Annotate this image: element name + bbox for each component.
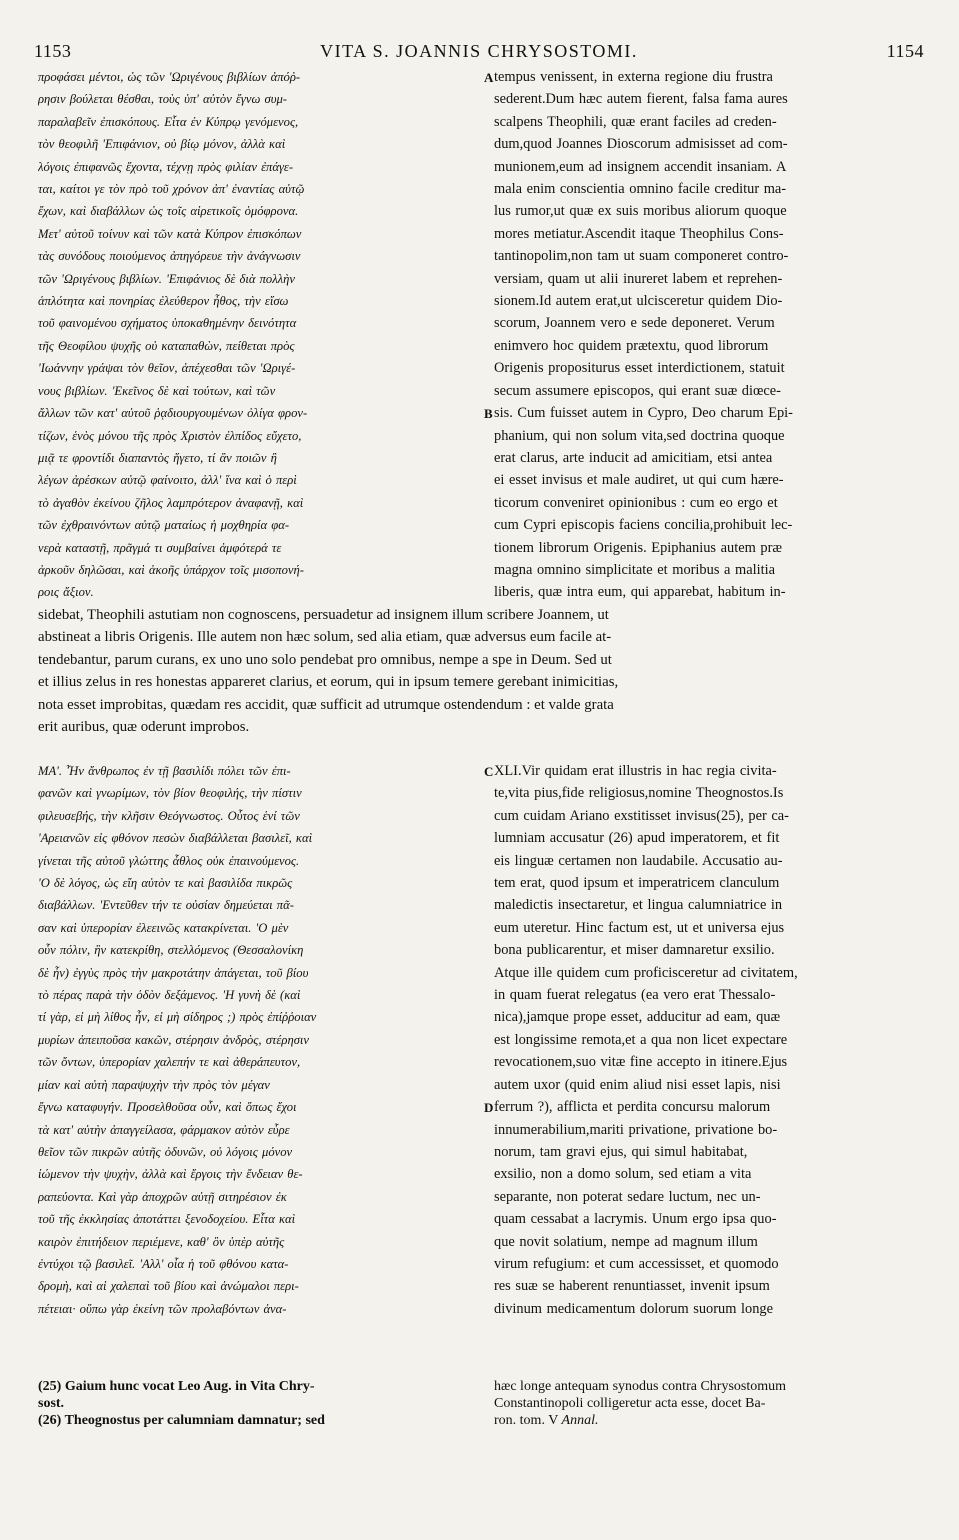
- latin-text-line: innumerabilium,mariti privatione, privatione bo-: [494, 1121, 778, 1138]
- latin-text-line: munionem,eum ad insignem accendit insaniam. A: [494, 158, 787, 175]
- greek-text-line: μιᾷ τε φροντίδι διαπαντὸς ἥγετο, τί ἂν ποιῶν ἢ: [38, 450, 277, 465]
- latin-text-line: mores metiatur.Ascendit itaque Theophilus Cons-: [494, 225, 784, 242]
- greek-text-line: ἰώμενον τὴν ψυχὴν, ἀλλὰ καὶ ἔργοις τὴν ἔνδειαν θε-: [38, 1167, 303, 1182]
- greek-text-line: τὰς συνόδους ποιούμενος ἀπηγόρευε τὴν ἀνάγνωσιν: [38, 249, 301, 264]
- greek-text-line: τῶν ὄντων, ὑπερορίαν χαλεπήν τε καὶ ἀθεράπευτον,: [38, 1055, 301, 1070]
- latin-text-line: XLI.Vir quidam erat illustris in hac regia civita-: [494, 763, 777, 779]
- latin-text-line: scalpens Theophili, quæ erant faciles ad creden-: [494, 113, 777, 130]
- greek-text-line: 'Αρειανῶν εἰς φθόνον πεσὼν διαβάλλεται βασιλεῖ, καὶ: [38, 831, 313, 846]
- latin-text-line: sis. Cum fuisset autem in Cypro, Deo charum Epi-: [494, 405, 793, 422]
- latin-text-line: enimvero hoc quidem prætextu, quod librorum: [494, 337, 769, 354]
- page-number-right: 1154: [886, 40, 924, 61]
- greek-text-line: παραλαβεῖν ἐπισκόπους. Εἶτα ἐν Κύπρῳ γενόμενος,: [38, 114, 299, 129]
- full-width-latin-paragraph: [38, 604, 924, 738]
- latin-text-line: tem erat, quod ipsum et imperatricem clanculum: [494, 875, 780, 892]
- greek-text-line: 'Ο δὲ λόγος, ὡς εἴη αὐτὸν τε καὶ βασιλίδα πικρῶς: [38, 876, 293, 891]
- footnote-italic-reference: Annal.: [558, 1413, 599, 1428]
- latin-text-line: in quam fuerat relegatus (ea vero erat Thessalo-: [494, 987, 776, 1004]
- latin-text-line: lus rumor,ut quæ ex suis moribus aliorum quoque: [494, 203, 787, 220]
- latin-text-line: nota esset improbitas, quædam res accidit, quæ sufficit ad utrumque ostendendum : et valde grata: [38, 696, 614, 713]
- footnote-line: sost.: [38, 1396, 65, 1411]
- latin-text-line: te,vita pius,fide religiosus,nomine Theognostos.Is: [494, 785, 784, 802]
- running-header: [34, 36, 924, 66]
- latin-text-line: maledictis insectaretur, et lingua calumniatrice in: [494, 897, 783, 914]
- latin-text-line: secum assumere episcopos, qui erant suæ diœce-: [494, 382, 781, 399]
- latin-text-line: ei esset invisus et male audiret, ut qui cum hære-: [494, 472, 784, 489]
- latin-text-line: que novit solatium, nempe ad magnum illum: [494, 1233, 758, 1250]
- footnote-line: Constantinopoli colligeretur acta esse, docet Ba-: [494, 1396, 766, 1411]
- latin-text-line: cum cuidam Ariano exstitisset invisus(25), per ca-: [494, 807, 789, 824]
- running-title: VITA S. JOANNIS CHRYSOSTOMI.: [320, 40, 638, 61]
- margin-marker-d: D: [484, 1100, 494, 1115]
- footnotes-right: [494, 1378, 924, 1429]
- greek-text-line: φιλευσεβής, τὴν κλῆσιν Θεόγνωστος. Οὗτος ἑνί τῶν: [38, 808, 300, 823]
- latin-text-line: scorum, Joannem vero e sede deponeret. Verum: [494, 315, 775, 332]
- greek-text-line: σαν καὶ ὑπερορίαν ἐλεεινῶς κατακρίνεται. 'Ο μὲν: [38, 920, 289, 935]
- latin-text-line: mala enim conscientia omnino facile creditur ma-: [494, 181, 787, 198]
- margin-marker-a: A: [484, 70, 494, 85]
- latin-column-section-2: [494, 760, 924, 1320]
- greek-text-line: τὰ κατ' αὐτὴν ἀπαγγείλασα, φάρμακον αὐτὸν εὗρε: [38, 1122, 290, 1137]
- footnotes-left: [38, 1378, 488, 1429]
- latin-text-line: virum refugium: et cum accessisset, et quomodo: [494, 1255, 779, 1272]
- greek-text-line: ται, καίτοι γε τὸν πρὸ τοῦ χρόνον ἀπ' ἐναντίας αὐτῷ: [38, 182, 305, 197]
- latin-text-line: versiam, quam ut alii inureret labem et reprehen-: [494, 270, 783, 287]
- latin-text-line: liberis, quæ intra eum, qui apparebat, habitum in-: [494, 584, 786, 601]
- latin-text-line: res suæ se haberent renuntiasset, invenit ipsum: [494, 1278, 770, 1295]
- latin-text-line: revocationem,suo vitæ fine accepto in itinere.Ejus: [494, 1054, 788, 1071]
- greek-text-line: φανῶν καὶ γνωρίμων, τὸν βίον θεοφιλής, τὴν πίστιν: [38, 786, 302, 801]
- footnote-line: (25) Gaium hunc vocat Leo Aug. in Vita Chry-: [38, 1379, 315, 1394]
- greek-column-section-2: [38, 760, 488, 1320]
- latin-text-line: phanium, qui non solum vita,sed doctrina quoque: [494, 427, 785, 444]
- greek-text-line: ρησιν βούλεται θέσθαι, τοὺς ὑπ' αὐτὸν ἔγνω συμ-: [38, 92, 287, 107]
- latin-text-line: tempus venissent, in externa regione diu frustra: [494, 69, 773, 85]
- greek-text-line: τίζων, ἑνὸς μόνου τῆς πρὸς Χριστὸν ἐλπίδος εὔχετο,: [38, 428, 302, 443]
- greek-text-line: προφάσει μέντοι, ὡς τῶν 'Ωριγένους βιβλίων ἀπόῤ-: [38, 70, 301, 84]
- latin-text-line: est longissime remota,et a qua non licet expectare: [494, 1031, 788, 1048]
- latin-text-line: separante, non poterat sedare luctum, nec un-: [494, 1188, 761, 1205]
- greek-text-line: τί γὰρ, εἰ μὴ λίθος ἦν, εἰ μὴ σίδηρος ;) πρὸς ἐπίῤῥοιαν: [38, 1010, 317, 1025]
- latin-text-line: norum, tam gravi ejus, qui simul habitabat,: [494, 1143, 748, 1160]
- greek-text-line: τῶν ἐχθραινόντων αὐτῷ ματαίως ἡ μοχθηρία φα-: [38, 518, 290, 533]
- latin-text-line: sederent.Dum hæc autem fierent, falsa fama aures: [494, 91, 788, 108]
- latin-text-line: bona publicarentur, et miser damnaretur exsilio.: [494, 942, 775, 959]
- greek-text-line: ΜΑ'. Ἦν ἄνθρωπος ἐν τῇ βασιλίδι πόλει τῶν ἐπι-: [38, 764, 291, 778]
- greek-text-line: λέγων ἀρέσκων αὐτῷ φαίνοιτο, ἀλλ' ἵνα καὶ ὁ περὶ: [38, 473, 297, 488]
- margin-marker-b: B: [484, 406, 493, 421]
- latin-text-line: cum Cypri episcopis faciens concilia,prohibuit lec-: [494, 517, 793, 534]
- latin-text-line: ticorum conveniret opinionibus : cum eo ergo et: [494, 494, 778, 511]
- greek-text-line: νερὰ καταστῇ, πρᾶγμά τι συμβαίνει ἀμφότερά τε: [38, 540, 282, 555]
- latin-text-line: eum uteretur. Hinc factum est, ut et universa ejus: [494, 919, 785, 936]
- greek-text-line: ἔγνω καταφυγήν. Προσελθοῦσα οὖν, καὶ ὅπως ἔχοι: [38, 1100, 297, 1115]
- greek-text-line: τοῦ φαινομένου σχήματος ὑποκαθημένην δεινότητα: [38, 316, 297, 331]
- latin-text-line: et illius zelus in res honestas appareret clarius, et eorum, qui in ipsum temere gerebant inimicitias,: [38, 674, 619, 691]
- latin-text-line: ferrum ?), afflicta et perdita concursu malorum: [494, 1099, 771, 1116]
- latin-text-line: tionem librorum Origenis. Epiphanius autem præ: [494, 539, 782, 556]
- greek-text-line: δρομὴ, καὶ αἱ χαλεπαὶ τοῦ βίου καὶ ἀνώμαλοι περι-: [38, 1279, 299, 1294]
- greek-text-line: ἀρκοῦν δηλῶσαι, καὶ ἀκοῆς ὑπάρχον τοῖς μισοπονή-: [38, 562, 304, 577]
- latin-text-line: erat clarus, arte inducit ad amicitiam, etsi antea: [494, 449, 773, 466]
- greek-text-line: τὸν θεοφιλῆ 'Επιφάνιον, οὐ βίῳ μόνον, ἀλλὰ καὶ: [38, 137, 286, 152]
- greek-text-line: τῆς Θεοφίλου ψυχῆς οὐ καταπαθὼν, πείθεται πρὸς: [38, 338, 295, 353]
- greek-text-line: γίνεται τῆς αὐτοῦ γλώττης ἆθλος οὐκ ἐπαινούμενος.: [38, 853, 300, 868]
- latin-text-line: Atque ille quidem cum proficisceretur ad civitatem,: [494, 964, 798, 981]
- greek-text-line: 'Ιωάννην γράψαι τὸν θεῖον, ἀπέχεσθαι τῶν 'Ωριγέ-: [38, 361, 296, 376]
- greek-text-line: ἐντύχοι τῷ βασιλεῖ. 'Αλλ' οἷα ἡ τοῦ φθόνου κατα-: [38, 1256, 289, 1271]
- footnote-line: ron. tom. V Annal.: [494, 1413, 599, 1428]
- latin-text-line: dum,quod Joannes Dioscorum admisisset ad com-: [494, 136, 788, 153]
- latin-text-line: sionem.Id autem erat,ut ulcisceretur quidem Dio-: [494, 293, 783, 310]
- greek-text-line: νους βιβλίων. 'Εκεῖνος δὲ καὶ τούτων, καὶ τῶν: [38, 383, 276, 398]
- latin-text-line: exsilio, non a domo solum, sed etiam a vita: [494, 1166, 752, 1183]
- greek-text-line: ἄλλων τῶν κατ' αὐτοῦ ῥᾳδιουργουμένων ὀλίγα φρον-: [38, 406, 308, 421]
- footnote-line: hæc longe antequam synodus contra Chrysostomum: [494, 1379, 787, 1394]
- latin-text-line: eis linguæ certamen non laudabile. Accusatio au-: [494, 852, 783, 869]
- greek-text-line: τοῦ τῆς ἐκκλησίας ἀποτάττει ξενοδοχείου. Εἶτα καὶ: [38, 1212, 296, 1227]
- latin-text-line: abstineat a libris Origenis. Ille autem non hæc solum, sed alia etiam, quæ adversus eum facile at-: [38, 629, 612, 646]
- latin-text-line: nica),jamque prope esset, adducitur ad eam, quæ: [494, 1009, 781, 1026]
- greek-text-line: θεῖον τῶν πικρῶν αὐτῆς ὀδυνῶν, οὐ λόγοις μόνον: [38, 1144, 293, 1159]
- greek-text-line: δὲ ἦν) ἐγγὺς πρὸς τὴν μακροτάτην ἀπάγεται, τοῦ βίου: [38, 965, 309, 980]
- latin-text-line: magna omnino simplicitate et moribus a malitia: [494, 561, 775, 578]
- greek-text-line: οὖν πόλιν, ἣν κατεκρίθη, στελλόμενος (Θεσσαλονίκη: [38, 943, 304, 958]
- margin-marker-c: C: [484, 764, 494, 779]
- latin-text-line: lumniam accusatur (26) apud imperatorem, et fit: [494, 830, 780, 847]
- greek-text-line: πέτειαι· οὕπω γὰρ ἐκείνη τῶν προλαβόντων ἀνα-: [38, 1301, 287, 1316]
- greek-text-line: ἔχων, καὶ διαβάλλων ὡς τοῖς αἱρετικοῖς ὁμόφρονα.: [38, 204, 299, 219]
- latin-text-line: sidebat, Theophili astutiam non cognoscens, persuadetur ad insignem illum scribere Joannem, ut: [38, 607, 609, 623]
- latin-text-line: Origenis propositurus esset interdictionem, statuit: [494, 360, 785, 377]
- latin-text-line: divinum medicamentum dolorum suorum longe: [494, 1300, 773, 1317]
- greek-text-line: ραπεύοντα. Καὶ γὰρ ἀποχρῶν αὐτῇ σιτηρέσιον ἐκ: [38, 1189, 287, 1204]
- latin-text-line: autem uxor (quid enim aliud nisi esset lapis, nisi: [494, 1076, 781, 1093]
- greek-column-section-1: [38, 66, 488, 604]
- latin-column-section-1: [494, 66, 924, 604]
- greek-text-line: καιρὸν ἐπιτήδειον περιέμενε, καθ' ὃν ὑπὲρ αὐτῆς: [38, 1234, 285, 1249]
- latin-text-line: erit auribus, quæ oderunt improbos.: [38, 719, 250, 736]
- latin-text-line: tantinopolim,non tam ut suam componeret contro-: [494, 248, 789, 265]
- footnote-line: (26) Theognostus per calumniam damnatur; sed: [38, 1413, 325, 1428]
- greek-text-line: τὸ πέρας παρὰ τὴν ὁδὸν δεξάμενος. 'Η γυνὴ δὲ (καὶ: [38, 988, 301, 1003]
- greek-text-line: λόγοις ἐπιφανῶς ἔχοντα, τέχνῃ πρὸς φιλίαν ἐπάγε-: [38, 159, 294, 174]
- greek-text-line: τὸ ἀγαθὸν ἐκείνου ζῆλος λαμπρότερον ἀναφανῇ, καὶ: [38, 495, 304, 510]
- greek-text-line: διαβάλλων. 'Εντεῦθεν τήν τε οὐσίαν δημεύεται πᾶ-: [38, 898, 294, 913]
- greek-text-line: Μετ' αὐτοῦ τοίνυν καὶ τῶν κατὰ Κύπρον ἐπισκόπων: [38, 226, 302, 241]
- greek-text-line: ἁπλότητα καὶ πονηρίας ἐλεύθερον ἦθος, τὴν εἴσω: [38, 294, 289, 309]
- greek-text-line: μυρίων ἀπειποῦσα κακῶν, στέρησιν ἀνδρὸς, στέρησιν: [38, 1032, 309, 1047]
- greek-text-line: μίαν καὶ αὐτὴ παραψυχὴν τὴν πρὸς τὸν μέγαν: [38, 1077, 270, 1092]
- greek-text-line: ροις ἄξιον.: [38, 585, 94, 600]
- latin-text-line: quam cessabat a lacrymis. Unum ergo ipsa quo-: [494, 1211, 777, 1228]
- page-number-left: 1153: [34, 40, 72, 61]
- greek-text-line: τῶν 'Ωριγένους βιβλίων. 'Επιφάνιος δὲ διὰ πολλὴν: [38, 271, 295, 286]
- latin-text-line: tendebantur, parum curans, ex uno uno solo pendebat pro omnibus, nempe a spe in Deum. Sed ut: [38, 651, 612, 668]
